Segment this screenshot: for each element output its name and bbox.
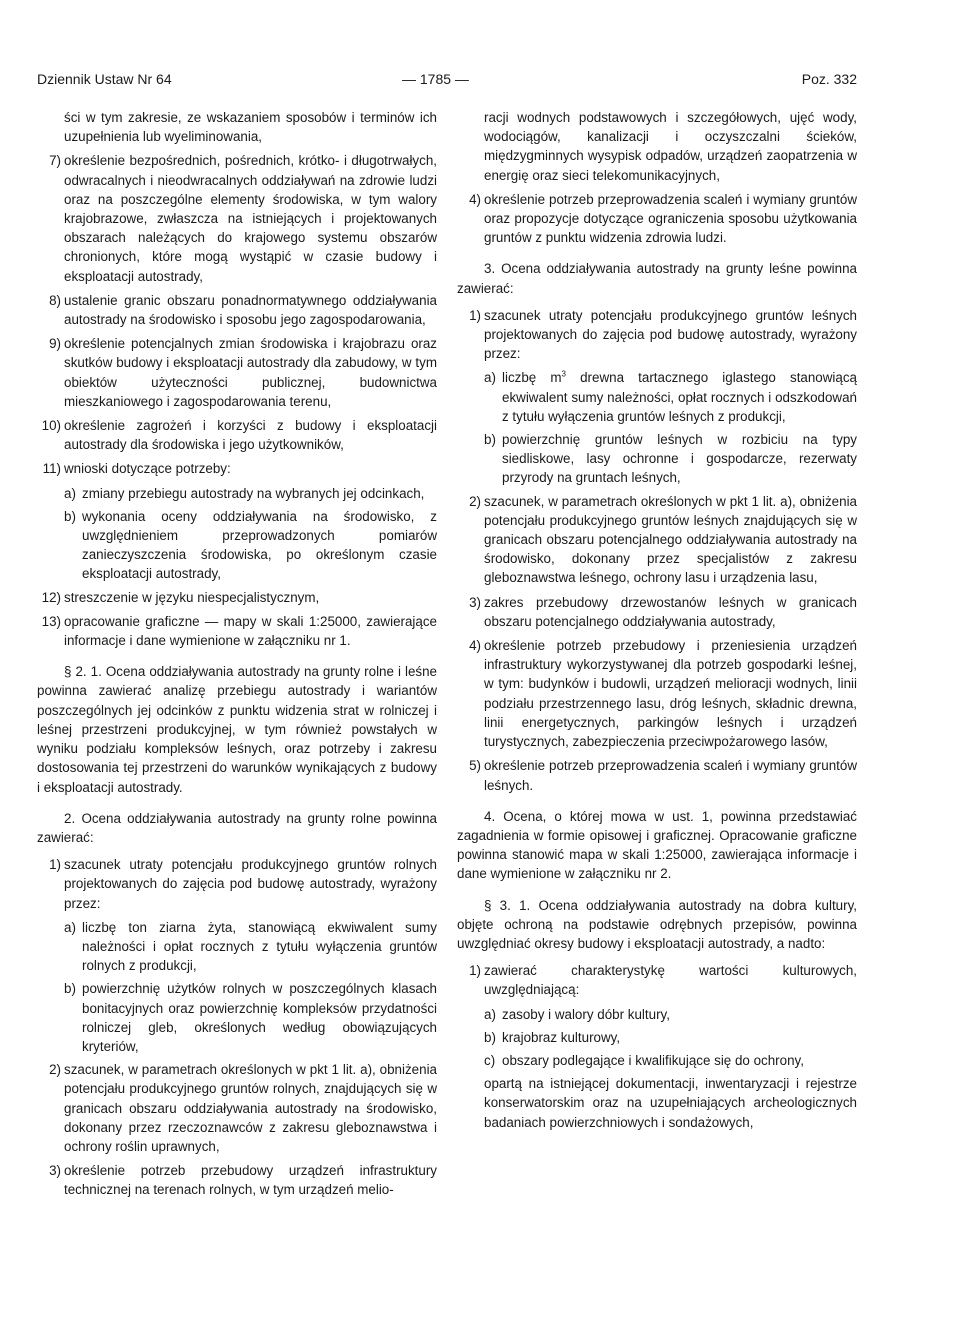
- continued-text: ści w tym zakresie, ze wskazaniem sposobów i terminów ich uzupełnienia lub wyeliminowania,: [64, 110, 437, 145]
- list-item-7: 7) określenie bezpośrednich, pośrednich, krótko- i długotrwałych, odwracalnych i nieodwracalnych oddziaływań na zdrowie ludzi oraz na poszczególne elementy środowiska, w tym walory krajobrazowe, zwłaszcza na istniejących i projektowanych obszarach należących do krajowego systemu obszarów chronionych, które mogą wystąpić w czasie budowy i eksploatacji autostrady,: [49, 153, 437, 284]
- list-item-12: 12) streszczenie w języku niespecjalistycznym,: [41, 589, 320, 605]
- sub-item-r1a: a) liczbę ton ziarna żyta, stanowiącą ekwiwalent sumy należności i opłat rocznych z tytułu wyłączenia gruntów rolnych z produkcji,: [64, 919, 437, 974]
- page-number: — 1785 —: [402, 71, 469, 87]
- list-item-l4: 4) określenie potrzeb przebudowy i przeniesienia urządzeń infrastruktury wykorzystywanej dla potrzeb gospodarki leśnej, w tym: budynków i budowli, urządzeń melioracji wodnych, linii podziału przestrzennego lasu, dróg leśnych, składnic drewna, linii energetycznych, parkingów leśnych i urządzeń turystycznych, zabezpieczenia przeciwpożarowego lasów,: [469, 638, 857, 750]
- sub-item-k1c: c) obszary podlegające i kwalifikujące się do ochrony,: [484, 1052, 804, 1068]
- list-item-r1: 1) szacunek utraty potencjału produkcyjnego gruntów rolnych projektowanych do zajęcia pod budowę autostrady, wyrażony przez:: [49, 857, 437, 911]
- sub-item-11a: a) zmiany przebiegu autostrady na wybranych jej odcinkach,: [64, 485, 425, 501]
- paragraph-4: 4. Ocena, o której mowa w ust. 1, powinna przedstawiać zagadnienia w formie opisowej i graficznej. Opracowanie graficzne powinna stanowić mapa w skali 1:25000, zawierająca informacje i dane wymienione w załączniku nr 2.: [457, 808, 857, 882]
- sub-item-k1a: a) zasoby i walory dóbr kultury,: [484, 1006, 670, 1022]
- continued-text: racji wodnych podstawowych i szczegółowych, ujęć wody, wodociągów, kanalizacji i oczyszczalni ścieków, międzygminnych wysypisk odpadów, urządzeń zaopatrzenia w energię oraz sieci telekomunikacyjnych,: [484, 110, 857, 183]
- paragraph-section-2: § 2. 1. Ocena oddziaływania autostrady na grunty rolne i leśne powinna zawierać analizę przebiegu autostrady i wariantów poszczególnych jej odcinków z punktu widzenia strat w rolniczej i leśnej przestrzeni produkcyjnej, w tym również powstałych w wyniku podziału kompleksów leśnych, oraz potrzeby i zakresu dostosowania tej przestrzeni do warunków wynikających z budowy i eksploatacji autostrady.: [37, 664, 437, 795]
- sub-item-r1b: b) powierzchnię użytków rolnych w poszczególnych klasach bonitacyjnych oraz powierzchnię kompleksów przydatności rolniczej gleb, określonych według obowiązujących kryteriów,: [64, 981, 437, 1054]
- list-item-10: 10) określenie zagrożeń i korzyści z budowy i eksploatacji autostrady dla środowiska i jego użytkowników,: [41, 418, 437, 453]
- right-column: [457, 108, 857, 1137]
- list-item-r4: 4) określenie potrzeb przeprowadzenia scaleń i wymiany gruntów oraz propozycje dotyczące ograniczenia sposobu użytkowania gruntów z punktu widzenia zdrowia ludzi.: [469, 191, 857, 246]
- list-item-r2: 2) szacunek, w parametrach określonych w pkt 1 lit. a), obniżenia potencjału produkcyjnego gruntów rolnych, znajdujących się w granicach obszaru oddziaływania autostrady na środowisko, dokonany przez rzeczoznawców z zakresu gleboznawstwa i ochrony roślin uprawnych,: [49, 1062, 437, 1154]
- list-item-k1: 1) zawierać charakterystykę wartości kulturowych, uwzględniającą:: [469, 963, 857, 998]
- left-column: [37, 108, 437, 1205]
- continued-text-k1: opartą na istniejącej dokumentacji, inwentaryzacji i rejestrze konserwatorskim oraz na uzupełniających archeologicznych badaniach powierzchniowych i sondażowych,: [484, 1076, 857, 1130]
- list-item-r3: 3) określenie potrzeb przebudowy urządzeń infrastruktury technicznej na terenach rolnych, w tym urządzeń melio-: [49, 1163, 437, 1198]
- list-item-13: 13) opracowanie graficzne — mapy w skali 1:25000, zawierające informacje i dane wymienione w załączniku nr 1.: [41, 613, 437, 649]
- sub-item-l1a: a) liczbę $m^3$ drewna tartacznego iglastego stanowiącą ekwiwalent sumy należności, opłat rocznych i odszkodowań z tytułu wyłączenia gruntów leśnych z produkcji,: [484, 369, 857, 424]
- list-item-l2: 2) szacunek, w parametrach określonych w pkt 1 lit. a), obniżenia potencjału produkcyjnego gruntów leśnych znajdujących się w granicach obszaru potencjalnego oddziaływania autostrady na środowisko, dokonany przez specjalistów z zakresu gleboznawstwa leśnego, ochrony lasu i urządzenia lasu,: [469, 493, 857, 586]
- list-item-l5: 5) określenie potrzeb przeprowadzenia scaleń i wymiany gruntów leśnych.: [469, 758, 857, 793]
- page-header: [37, 70, 857, 90]
- paragraph-section-3: § 3. 1. Ocena oddziaływania autostrady na dobra kultury, objęte ochroną na podstawie odrębnych przepisów, powinna uwzględniać okresy budowy i eksploatacji autostrady, a nadto:: [457, 897, 857, 951]
- paragraph-2: 2. Ocena oddziaływania autostrady na grunty rolne powinna zawierać:: [37, 810, 437, 845]
- list-item-8: 8) ustalenie granic obszaru ponadnormatywnego oddziaływania autostrady na środowisko i sposobu jego zagospodarowania,: [49, 292, 437, 328]
- journal-title: Dziennik Ustaw Nr 64: [37, 71, 172, 87]
- sub-item-11b: b) wykonania oceny oddziaływania na środowisko, z uwzględnieniem przeprowadzonych pomiarów zanieczyszczenia środowiska, po określonym czasie eksploatacji autostrady,: [64, 508, 437, 582]
- sub-item-l1b: b) powierzchnię gruntów leśnych w rozbiciu na typy siedliskowe, lasy ochronne i gospodarcze, rezerwaty przyrody na gruntach leśnych,: [484, 432, 857, 486]
- list-item-l3: 3) zakres przebudowy drzewostanów leśnych w granicach obszaru potencjalnego oddziaływania autostrady,: [469, 594, 857, 629]
- position-number: Poz. 332: [801, 71, 857, 87]
- list-item-11: 11) wnioski dotyczące potrzeby:: [42, 461, 231, 477]
- list-item-9: 9) określenie potencjalnych zmian środowiska i krajobrazu oraz skutków budowy i eksploatacji autostrady dla zabudowy, w tym obiektów użyteczności publicznej, budownictwa mieszkaniowego i zagospodarowania terenu,: [49, 336, 437, 409]
- sub-item-k1b: b) krajobraz kulturowy,: [484, 1029, 621, 1045]
- superscript: 3: [561, 369, 566, 379]
- list-item-l1: 1) szacunek utraty potencjału produkcyjnego gruntów leśnych projektowanych do zajęcia pod budowę autostrady, wyrażony przez:: [469, 307, 857, 362]
- paragraph-3: 3. Ocena oddziaływania autostrady na grunty leśne powinna zawierać:: [457, 261, 857, 296]
